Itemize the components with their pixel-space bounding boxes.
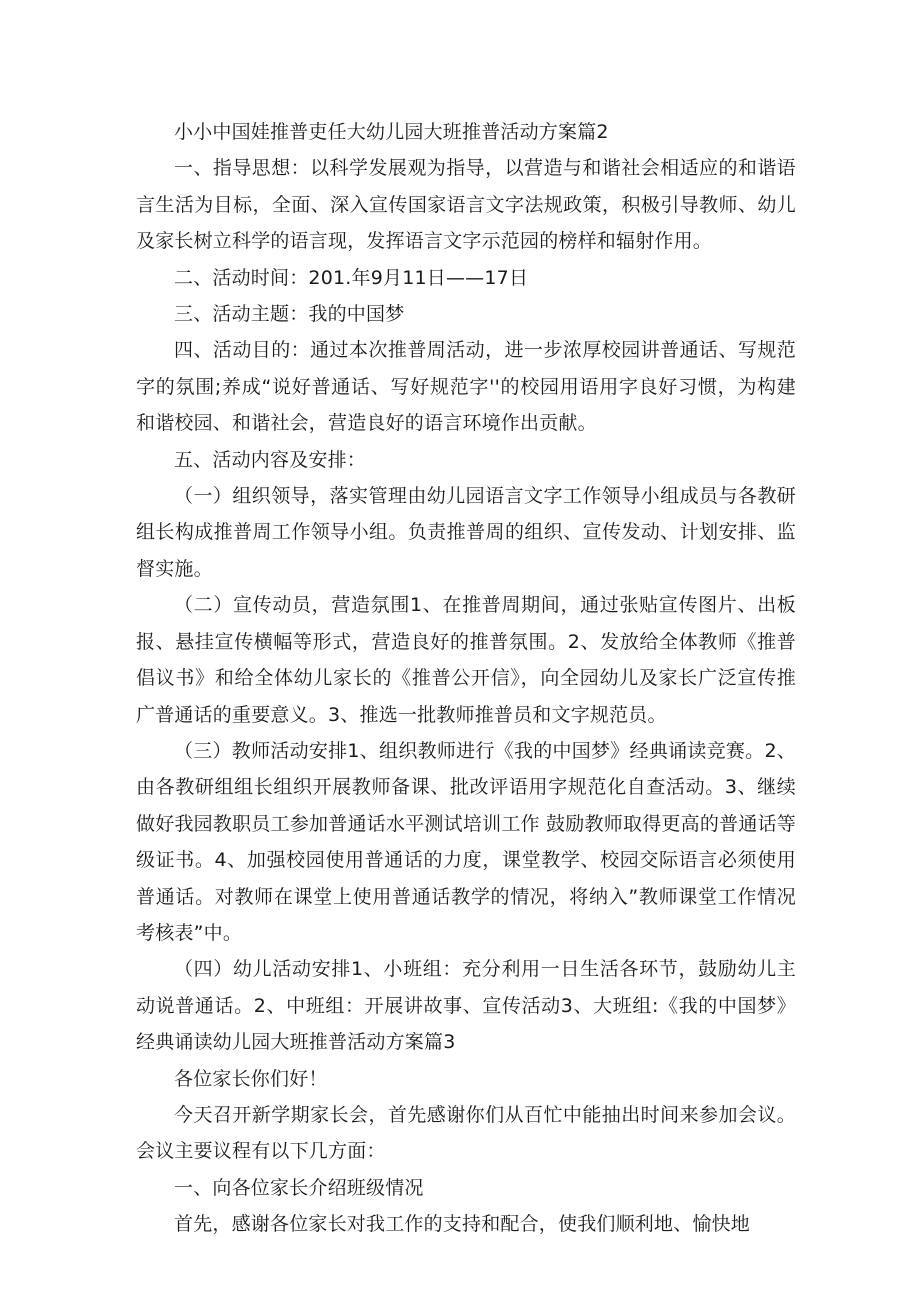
paragraph-teacher-activities: （三）教师活动安排1、组织教师进行《我的中国梦》经典诵读竞赛。2、由各教研组组长组织开展教师备课、批改评语用字规范化自查活动。3、继续做好我园教职员工参加普通话水平测试培训工作 鼓励教师取得更高的普通话等级证书。4、加强校园使用普通话的力度，课堂教学、校园交际语言必须使用普通话。对教师在课堂上使用普通话教学的情况，将纳入”教师课堂工作情况考核表”中。 (136, 739, 796, 944)
paragraph-activity-time: 二、活动时间：201.年9月11日——17日 (174, 266, 529, 289)
paragraph-greeting: 各位家长你们好！ (174, 1067, 328, 1090)
paragraph-activity-purpose: 四、活动目的：通过本次推普周活动，进一步浓厚校园讲普通话、写规范字的氛围;养成“说好普通话、写好规范字''的校园用语用字良好习惯，为构建和谐校园、和谐社会，营造良好的语言环境作出贡献。 (136, 339, 796, 435)
paragraph-publicity: （二）宣传动员，营造氛围1、在推普周期间，通过张贴宣传图片、出板报、悬挂宣传横幅等形式，营造良好的推普氛围。2、发放给全体教师《推普倡议书》和给全体幼儿家长的《推普公开信》，向全园幼儿及家长广泛宣传推广普通话的重要意义。3、推选一批教师推普员和文字规范员。 (136, 594, 796, 726)
paragraph-class-intro-heading: 一、向各位家长介绍班级情况 (174, 1176, 424, 1199)
paragraph-thanks: 首先，感谢各位家长对我工作的支持和配合，使我们顺利地、愉快地 (174, 1213, 751, 1236)
paragraph-meeting-intro: 今天召开新学期家长会，首先感谢你们从百忙中能抽出时间来参加会议。会议主要议程有以下几方面： (136, 1103, 796, 1163)
doc-title-line: 小小中国娃推普吏任大幼儿园大班推普活动方案篇2 (174, 121, 609, 143)
paragraph-child-activities: （四）幼儿活动安排1、小班组：充分利用一日生活各环节，鼓励幼儿主动说普通话。2、中班组：开展讲故事、宣传活动3、大班组:《我的中国梦》经典诵读幼儿园大班推普活动方案篇3 (136, 958, 796, 1054)
paragraph-content-heading: 五、活动内容及安排： (174, 448, 367, 471)
document-body (136, 114, 796, 1243)
paragraph-guiding-thought: 一、指导思想：以科学发展观为指导，以营造与和谐社会相适应的和谐语言生活为目标，全面、深入宣传国家语言文字法规政策，积极引导教师、幼儿及家长树立科学的语言现，发挥语言文字示范园的榜样和辐射作用。 (136, 157, 796, 253)
paragraph-organization: （一）组织领导，落实管理由幼儿园语言文字工作领导小组成员与各教研组长构成推普周工作领导小组。负责推普周的组织、宣传发动、计划安排、监督实施。 (136, 485, 796, 580)
paragraph-activity-theme: 三、活动主题：我的中国梦 (174, 303, 405, 326)
